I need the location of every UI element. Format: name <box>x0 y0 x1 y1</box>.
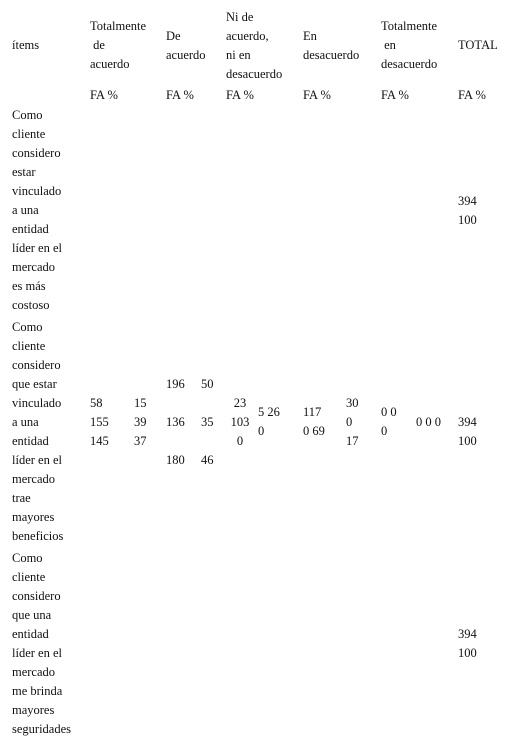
row-3-item: Como cliente considero que una entidad líder en el mercado me brinda mayores seguridades <box>12 551 72 736</box>
row-2-item: Como cliente considero que estar vinculado a una entidad líder en el mercado trae mayores beneficios <box>12 320 64 543</box>
row-2-total: 394 100 <box>458 415 477 448</box>
row-3-total: 394 100 <box>458 627 477 660</box>
header-en-desacuerdo: En desacuerdo <box>303 29 360 62</box>
ni-de-acuerdo-fa: 23 103 0 <box>230 396 250 448</box>
totalmente-en-desacuerdo-fa: 0 0 0 <box>381 405 397 438</box>
subheader-fa-pct-6: FA % <box>458 88 486 102</box>
header-totalmente-en-desacuerdo: Totalmente en desacuerdo <box>381 19 438 71</box>
totalmente-de-acuerdo-pct: 15 39 37 <box>134 396 147 448</box>
en-desacuerdo-pct: 30 0 17 <box>346 396 359 448</box>
de-acuerdo-fa-2: 136 <box>166 415 185 429</box>
totalmente-de-acuerdo-fa: 58 155 145 <box>90 396 109 448</box>
de-acuerdo-pct-3: 46 <box>201 453 214 467</box>
subheader-fa-pct-5: FA % <box>381 88 409 102</box>
header-ni-de-acuerdo: Ni de acuerdo, ni en desacuerdo <box>226 10 283 81</box>
de-acuerdo-pct-2: 35 <box>201 415 214 429</box>
de-acuerdo-fa-3: 180 <box>166 453 185 467</box>
subheader-fa-pct-4: FA % <box>303 88 331 102</box>
header-total: TOTAL <box>458 38 498 52</box>
ni-de-acuerdo-pct: 5 26 0 <box>258 405 280 438</box>
subheader-fa-pct-3: FA % <box>226 88 254 102</box>
totalmente-en-desacuerdo-pct: 0 0 0 <box>416 415 441 429</box>
subheader-fa-pct-1: FA % <box>90 88 118 102</box>
header-totalmente-de-acuerdo: Totalmente de acuerdo <box>90 19 147 71</box>
row-1-item: Como cliente considero estar vinculado a una entidad líder en el mercado es más costoso <box>12 108 62 312</box>
subheader-fa-pct-2: FA % <box>166 88 194 102</box>
en-desacuerdo-fa: 117 0 69 <box>303 405 325 438</box>
header-items: ítems <box>12 38 40 52</box>
de-acuerdo-fa-1: 196 <box>166 377 185 391</box>
row-1-total: 394 100 <box>458 194 477 227</box>
de-acuerdo-pct-1: 50 <box>201 377 214 391</box>
header-de-acuerdo: De acuerdo <box>166 29 206 62</box>
